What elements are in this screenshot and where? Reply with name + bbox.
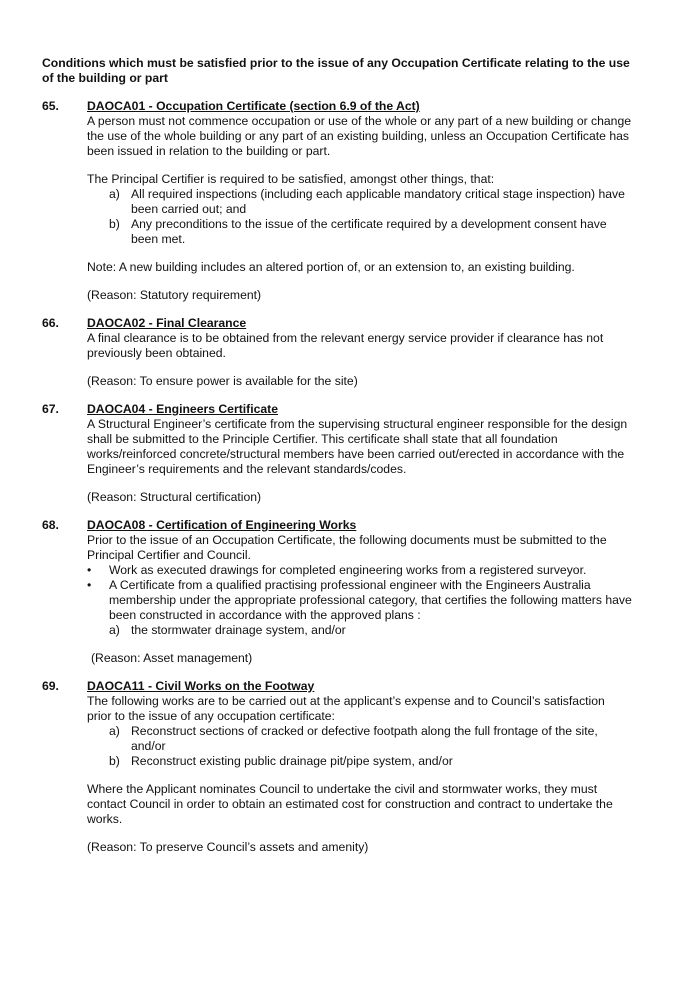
condition-number: 69. (42, 679, 59, 693)
condition-title: DAOCA02 - Final Clearance (87, 316, 247, 330)
documents-list (87, 563, 632, 638)
list-item (87, 187, 632, 217)
condition-number: 65. (42, 99, 59, 113)
list-item (87, 217, 632, 247)
condition-68 (42, 518, 632, 666)
condition-number: 68. (42, 518, 59, 532)
condition-title: DAOCA08 - Certification of Engineering Works (87, 518, 357, 532)
condition-69 (42, 679, 632, 855)
condition-title: DAOCA04 - Engineers Certificate (87, 402, 278, 416)
condition-number: 66. (42, 316, 59, 330)
condition-paragraph: The Principal Certifier is required to be satisfied, amongst other things, that: (87, 172, 495, 186)
list-item (87, 754, 632, 769)
condition-number: 67. (42, 402, 59, 416)
list-item-text: Reconstruct sections of cracked or defective footpath along the full frontage of the site, and/or (131, 724, 598, 753)
list-marker: a) (109, 724, 120, 738)
list-marker: a) (109, 623, 120, 637)
list-item (87, 578, 632, 638)
list-marker: b) (109, 217, 120, 231)
condition-paragraph: Prior to the issue of an Occupation Certificate, the following documents must be submitted to the Principal Certifier and Council. (87, 533, 607, 562)
reason-text: (Reason: Asset management) (91, 651, 253, 665)
note-text: Note: A new building includes an altered portion of, or an extension to, an existing building. (87, 260, 575, 274)
condition-title: DAOCA01 - Occupation Certificate (section 6.9 of the Act) (87, 99, 420, 113)
works-list (87, 724, 632, 769)
condition-paragraph: The following works are to be carried out at the applicant’s expense and to Council’s satisfaction prior to the issue of any occupation certificate: (87, 694, 605, 723)
bullet-marker: • (87, 563, 92, 577)
list-marker: a) (109, 187, 120, 201)
condition-paragraph: A person must not commence occupation or use of the whole or any part of a new building or change the use of the whole building or any part of an existing building, unless an Occupation Certificate has been issued in relation to the building or part. (87, 114, 632, 158)
list-item-text: Reconstruct existing public drainage pit/pipe system, and/or (131, 754, 453, 768)
condition-paragraph: Where the Applicant nominates Council to undertake the civil and stormwater works, they must contact Council in order to obtain an estimated cost for construction and contract to undertake the works. (87, 782, 613, 826)
list-item (87, 563, 632, 578)
list-item (109, 623, 632, 638)
section-heading: Conditions which must be satisfied prior to the issue of any Occupation Certificate relating to the use of the building or part (42, 56, 630, 85)
condition-65 (42, 99, 632, 303)
sub-list (109, 623, 632, 638)
condition-title: DAOCA11 - Civil Works on the Footway (87, 679, 315, 693)
list-item-text: All required inspections (including each applicable mandatory critical stage inspection) have been carried out; and (131, 187, 625, 216)
reason-text: (Reason: To preserve Council’s assets and amenity) (87, 840, 369, 854)
requirements-list (87, 187, 632, 247)
list-item-text: Any preconditions to the issue of the certificate required by a development consent have been met. (131, 217, 607, 246)
reason-text: (Reason: Statutory requirement) (87, 288, 262, 302)
bullet-marker: • (87, 578, 92, 592)
list-item-text: A Certificate from a qualified practising professional engineer with the Engineers Australia membership under the appropriate professional category, that certifies the following matters have been constructed in accordance with the approved plans : (109, 578, 632, 622)
condition-paragraph: A final clearance is to be obtained from the relevant energy service provider if clearance has not previously been obtained. (87, 331, 604, 360)
document-page (42, 56, 632, 868)
list-item (87, 724, 632, 754)
condition-67 (42, 402, 632, 505)
reason-text: (Reason: Structural certification) (87, 490, 262, 504)
reason-text: (Reason: To ensure power is available for the site) (87, 374, 358, 388)
condition-66 (42, 316, 632, 389)
list-item-text: the stormwater drainage system, and/or (131, 623, 346, 637)
list-item-text: Work as executed drawings for completed engineering works from a registered surveyor. (109, 563, 587, 577)
list-marker: b) (109, 754, 120, 768)
condition-paragraph: A Structural Engineer’s certificate from the supervising structural engineer responsible for the design shall be submitted to the Principle Certifier. This certificate shall state that all foundation works/reinforced concrete/structural members have been carried out/erected in accordance with the Engineer’s requirements and the relevant standards/codes. (87, 417, 628, 476)
